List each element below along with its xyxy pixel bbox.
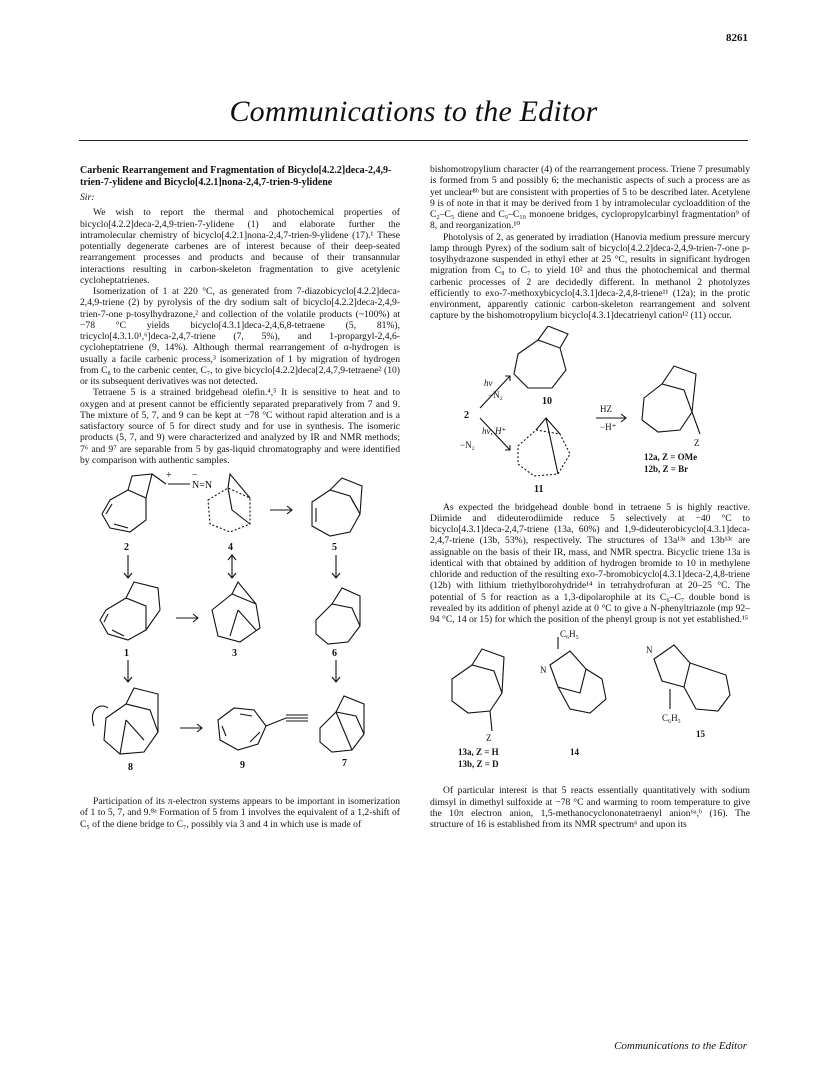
compound-label-2: 2 xyxy=(124,542,129,553)
compound-label-14: 14 xyxy=(570,747,579,758)
svg-text:Z: Z xyxy=(694,437,700,448)
structure-12 xyxy=(642,366,700,434)
structure-5 xyxy=(312,478,362,536)
photolysis-scheme xyxy=(430,326,750,496)
compound-label-13a: 13a, Z = H xyxy=(458,747,499,758)
compound-label-9: 9 xyxy=(240,760,245,771)
paragraph: We wish to report the thermal and photochemical properties of bicyclo[4.2.2]deca-2,4,9-trien-7-ylidene (1) and elaborate further the intramolecular chemistry of bicyclo[4.2.1]nona-2,4,7-trien-9-ylidene (17).¹ These potentially degenerate carbenes are of interest because of their deep-seated rearrangement processes and products and because of their transannular interactions resulting in carbon-skeleton fragmentation to give acetylenic cycloheptatrienes. xyxy=(80,207,400,286)
svg-text:HZ: HZ xyxy=(600,403,612,414)
rearrangement-scheme xyxy=(80,470,400,790)
structure-3 xyxy=(212,582,260,642)
svg-text:−H⁺: −H⁺ xyxy=(600,421,617,432)
structure-9 xyxy=(218,708,308,750)
compound-label-11: 11 xyxy=(534,483,544,495)
footer-running-title: Communications to the Editor xyxy=(614,1040,747,1052)
article-title: Carbenic Rearrangement and Fragmentation of Bicyclo[4.2.2]deca-2,4,9-trien-7-ylidene and Bicyclo[4.2.1]nona-2,4,7-trien-9-ylidene xyxy=(80,165,392,188)
compound-label-5: 5 xyxy=(332,542,337,553)
compound-label-10: 10 xyxy=(542,395,552,407)
svg-text:C₆H₅: C₆H₅ xyxy=(662,713,681,724)
compound-label-2: 2 xyxy=(464,409,469,421)
compound-label-7: 7 xyxy=(342,758,347,769)
svg-text:−: − xyxy=(192,470,198,481)
paragraph: Photolysis of 2, as generated by irradiation (Hanovia medium pressure mercury lamp through Pyrex) of the sodium salt of bicyclo[4.2.2]deca-2,4,9-trien-7-one p-tosylhydrazone suspended in ethyl ether at 25 °C, results in significant hydrogen migration from C₈ to C₇ to yield 10² and thus the photochemical and thermal carbenic processes of 2 are decidedly different. In methanol 2 photolyzes efficiently to exo-7-methoxybicyclo[4.3.1]deca-2,4,8-triene¹¹ (12a); in the protic environment, apparently cationic carbon-skeleton rearrangement and solvent capture by the bishomotropylium bicyclo[4.3.1]decatrienyl cation¹² (11) occur. xyxy=(430,231,750,322)
structure-13 xyxy=(452,649,504,731)
right-column xyxy=(430,164,750,830)
svg-text:−N₂: −N₂ xyxy=(460,439,475,450)
compound-label-1: 1 xyxy=(124,648,129,659)
svg-text:hν: hν xyxy=(484,377,493,388)
structure-4 xyxy=(208,474,250,532)
arrow-hz xyxy=(596,414,626,422)
structure-7 xyxy=(320,696,364,752)
paragraph: As expected the bridgehead double bond in tetraene 5 is highly reactive. Diimide and dideuterodiimide reduce 5 selectively at −40 °C to bicyclo[4.3.1]deca-2,4,7-triene (13a, 60%) and 1,9-dideuterobicyclo[4.3.1]deca-2,4,7-triene (13b, 53%), respectively. The structures of 13a¹³ᵃ and 13b¹³ᶜ are assignable on the basis of their IR, mass, and NMR spectra. Bicyclic triene 13a is identical with that obtained by addition of hydrogen bromide to 10 in methylene chloride and reduction of the resulting exo-7-bromobicyclo[4.3.1]deca-2,4,8-triene (12b) with lithium triethylborohydride¹⁴ in tetrahydrofuran at 20–25 °C. The potential of 5 for reaction as a 1,3-dipolarophile at its C₆–C₇ double bond is revealed by its addition of phenyl azide at 0 °C to give a N-phenyltriazole (mp 92–94 °C, 14 or 15) for which the position of the phenyl group is not yet established.¹⁵ xyxy=(430,501,750,625)
compound-label-12a: 12a, Z = OMe xyxy=(644,451,698,462)
compound-label-3: 3 xyxy=(232,648,237,659)
structure-8 xyxy=(92,688,158,754)
structure-1 xyxy=(100,582,160,640)
svg-text:C₆H₅: C₆H₅ xyxy=(560,629,579,640)
structure-10 xyxy=(514,326,568,388)
svg-text:N: N xyxy=(540,665,547,676)
structure-15 xyxy=(654,645,730,711)
compound-label-15: 15 xyxy=(696,729,705,740)
page-number: 8261 xyxy=(726,32,748,44)
paragraph: Participation of its π-electron systems appears to be important in isomerization of 1 to 5, 7, and 9.⁸ᵃ Formation of 5 from 1 involves the equivalent of a 1,2-shift of C₅ of the diene bridge to C₇, possibly via 3 and 4 in which use is made of xyxy=(80,796,400,830)
adduct-structures xyxy=(430,629,750,779)
structure-14 xyxy=(550,637,606,713)
compound-label-4: 4 xyxy=(228,542,233,553)
structure-11 xyxy=(518,418,570,476)
svg-text:N: N xyxy=(646,645,653,656)
compound-label-12b: 12b, Z = Br xyxy=(644,463,689,474)
structure-6 xyxy=(316,588,360,644)
paragraph: Tetraene 5 is a strained bridgehead olefin.⁴,⁵ It is sensitive to heat and to oxygen and at present cannot be efficiently separated preparatively from 7 and 9. The mixture of 5, 7, and 9 can be kept at −78 °C without rapid alteration and is a satisfactory source of 5 for direct study and for use in synthesis. The isomeric products (5, 7, and 9) were characterized and analyzed by IR and NMR methods; 7⁶ and 9⁷ are separable from 5 by gas-liquid chromatography and were identified by comparison with authentic samples. xyxy=(80,387,400,466)
svg-text:+: + xyxy=(166,470,172,481)
compound-label-6: 6 xyxy=(332,648,337,659)
left-column xyxy=(80,165,400,830)
svg-text:Z: Z xyxy=(486,733,492,744)
header-rule xyxy=(79,140,748,141)
svg-text:−N₂: −N₂ xyxy=(488,389,503,400)
paragraph: bishomotropylium character (4) of the rearrangement process. Triene 7 presumably is formed from 5 and possibly 6; the mechanistic aspects of such a process are as yet unclear⁸ᵇ but are consistent with properties of 5 to be described later. Acetylene 9 is of note in that it may be derived from 1 by intramolecular cycloaddition of the C₂–C₅ diene and C₉–C₁₀ monoene bridges, cyclopropylcarbinyl fragmentation⁹ of 8, and reorganization.¹⁰ xyxy=(430,164,750,232)
structure-2 xyxy=(102,474,190,532)
paragraph: Isomerization of 1 at 220 °C, as generated from 7-diazobicyclo[4.2.2]deca-2,4,9-triene (2) by pyrolysis of the dry sodium salt of bicyclo[4.2.2]deca-2,4,9-trien-7-one p-tosylhydrazone,² and collection of the volatile products (~100%) at −78 °C yields bicyclo[4.3.1]deca-2,4,6,8-tetraene (5, 81%), tricyclo[4.3.1.0¹,⁶]deca-2,4,7-triene (7, 5%), and 1-propargyl-2,4,6-cycloheptatriene (9, 14%). Although thermal rearrangement of α-hydrogen is usually a facile carbenic process,³ isomerization of 1 by migration of hydrogen from C₈ to the carbenic center, C₇, to give bicyclo[4.2.2]deca[2,4,7,9-tetraene² (10) or its subsequent derivatives was not detected. xyxy=(80,286,400,387)
diazo-group: N=N xyxy=(192,480,213,491)
paragraph: Of particular interest is that 5 reacts essentially quantitatively with sodium dimsyl in dimethyl sulfoxide at −78 °C and warming to room temperature to give the 10π electron anion, 1,5-methanocyclononatetraenyl anion⁶ᵃ,ᵇ (16). The structure of 16 is established from its NMR spectrum⁶ and upon its xyxy=(430,785,750,830)
compound-label-8: 8 xyxy=(128,762,133,773)
salutation: Sir: xyxy=(80,192,95,203)
section-header-title: Communications to the Editor xyxy=(229,95,598,128)
svg-text:hν, H⁺: hν, H⁺ xyxy=(482,425,507,436)
compound-label-13b: 13b, Z = D xyxy=(458,759,499,770)
